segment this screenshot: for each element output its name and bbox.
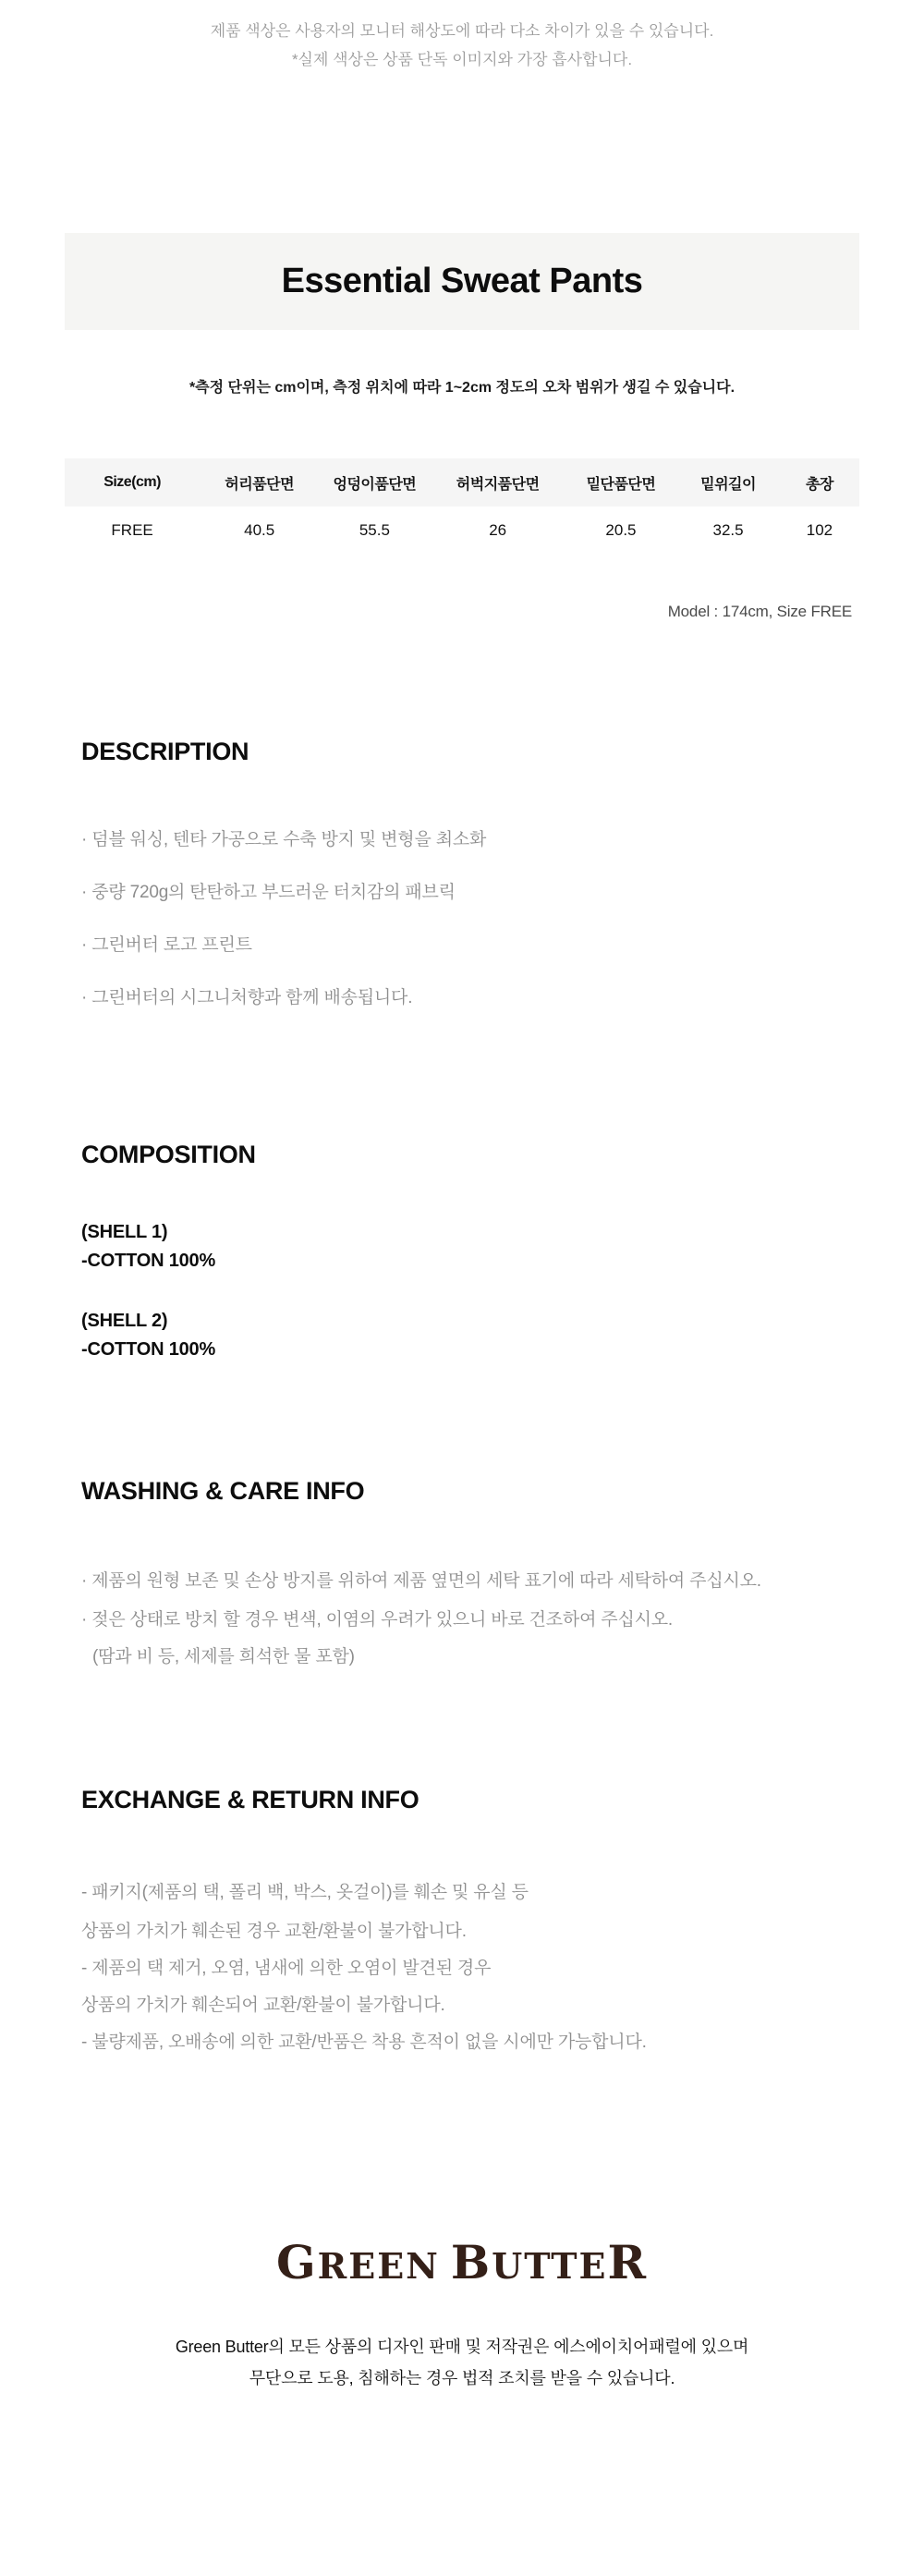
size-table-cell: 32.5: [712, 521, 744, 539]
size-table-header-row: [65, 458, 859, 507]
washing-care-heading: WASHING & CARE INFO: [81, 1477, 365, 1505]
size-table-header-cell: 밑위길이: [700, 476, 756, 493]
product-title: Essential Sweat Pants: [281, 262, 643, 300]
size-table-cell: 26: [489, 521, 507, 539]
logo-text-reen: REEN: [317, 2245, 440, 2287]
size-table-data-row: [65, 507, 859, 555]
exchange-item: - 불량제품, 오배송에 의한 교환/반품은 착용 흔적이 없을 시에만 가능합니다.: [81, 2033, 647, 2052]
product-title-band: [65, 233, 859, 330]
logo-letter-r: R: [607, 2235, 649, 2289]
description-item: · 중량 720g의 탄탄하고 부드러운 터치감의 패브릭: [81, 883, 456, 902]
composition-shell1-value: -COTTON 100%: [81, 1251, 216, 1271]
description-item: · 덤블 워싱, 텐타 가공으로 수축 방지 및 변형을 최소화: [81, 830, 487, 849]
color-notice: [0, 17, 924, 74]
description-item: · 그린버터의 시그니처향과 함께 배송됩니다.: [81, 988, 413, 1007]
composition-shell1-label: (SHELL 1): [81, 1222, 168, 1242]
logo-letter-g: G: [275, 2235, 318, 2289]
measurement-note: *측정 단위는 cm이며, 측정 위치에 따라 1~2cm 정도의 오차 범위가 생길 수 있습니다.: [188, 380, 736, 396]
exchange-item: - 패키지(제품의 택, 폴리 백, 박스, 옷걸이)를 훼손 및 유실 등: [81, 1883, 529, 1902]
composition-shell1: [81, 1218, 215, 1276]
green-butter-logo: [0, 2235, 924, 2289]
exchange-item: 상품의 가치가 훼손되어 교환/환불이 불가합니다.: [81, 1996, 445, 2015]
size-table-cell: 102: [806, 521, 833, 539]
composition-shell2-label: (SHELL 2): [81, 1311, 168, 1331]
size-table-header-cell: 엉덩이품단면: [333, 476, 417, 493]
color-notice-line1: 제품 색상은 사용자의 모니터 해상도에 따라 다소 차이가 있을 수 있습니다.: [210, 22, 714, 40]
washing-item: · 제품의 원형 보존 및 손상 방지를 위하여 제품 옆면의 세탁 표기에 따라 세탁하여 주십시오.: [81, 1571, 761, 1591]
size-table-header-cell: 밑단품단면: [586, 476, 656, 493]
size-table-header-cell: 허벅지품단면: [456, 476, 540, 493]
size-table-header-cell: 총장: [805, 476, 833, 493]
composition-shell2: [81, 1307, 215, 1364]
exchange-item: 상품의 가치가 훼손된 경우 교환/환불이 불가합니다.: [81, 1922, 467, 1941]
model-size-note: Model : 174cm, Size FREE: [667, 603, 852, 620]
washing-item: · 젖은 상태로 방치 할 경우 변색, 이염의 우려가 있으니 바로 건조하여 주십시오.: [81, 1610, 674, 1630]
size-table-header-cell: 허리품단면: [225, 476, 295, 493]
composition-heading: COMPOSITION: [81, 1141, 256, 1168]
size-table-cell: 55.5: [359, 521, 390, 539]
copyright-line1: Green Butter의 모든 상품의 디자인 판매 및 저작권은 에스에이치어패럴에 있으며: [175, 2338, 749, 2356]
description-heading: DESCRIPTION: [81, 738, 249, 765]
description-item: · 그린버터 로고 프린트: [81, 935, 252, 955]
composition-shell2-value: -COTTON 100%: [81, 1339, 216, 1360]
exchange-item: - 제품의 택 제거, 오염, 냄새에 의한 오염이 발견된 경우: [81, 1959, 492, 1978]
copyright-line2: 무단으로 도용, 침해하는 경우 법적 조치를 받을 수 있습니다.: [249, 2369, 675, 2387]
size-table-header-cell: Size(cm): [103, 474, 161, 490]
color-notice-line2: *실제 색상은 상품 단독 이미지와 가장 흡사합니다.: [291, 51, 633, 68]
exchange-return-heading: EXCHANGE & RETURN INFO: [81, 1786, 419, 1813]
size-table-cell: FREE: [111, 521, 153, 539]
size-table-cell: 40.5: [244, 521, 275, 539]
logo-text-utte: UTTE: [492, 2245, 608, 2287]
washing-item: (땀과 비 등, 세제를 희석한 물 포함): [92, 1647, 355, 1666]
size-table-cell: 20.5: [605, 521, 637, 539]
logo-letter-b: B: [450, 2235, 492, 2289]
